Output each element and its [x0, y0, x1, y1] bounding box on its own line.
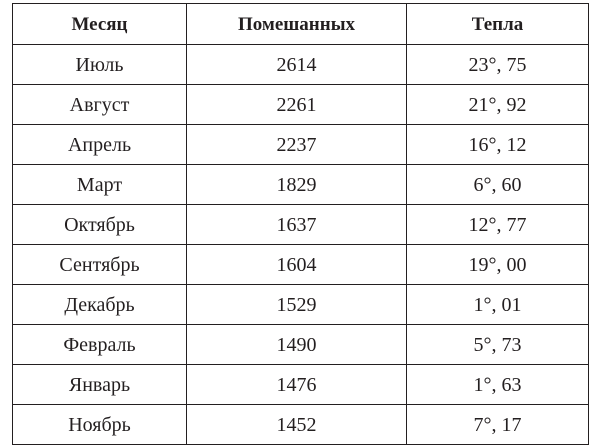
heat-cell: 5°, 73 [407, 325, 589, 365]
table-row [13, 245, 589, 285]
heat-cell: 21°, 92 [407, 85, 589, 125]
column-header-count: Помешанных [187, 4, 407, 45]
heat-cell: 16°, 12 [407, 125, 589, 165]
column-header-month: Месяц [13, 4, 187, 45]
table-row [13, 365, 589, 405]
heat-cell: 19°, 00 [407, 245, 589, 285]
table-row [13, 205, 589, 245]
count-cell: 1637 [187, 205, 407, 245]
count-cell: 1476 [187, 365, 407, 405]
count-cell: 2237 [187, 125, 407, 165]
heat-cell: 12°, 77 [407, 205, 589, 245]
month-cell: Март [13, 165, 187, 205]
table-row [13, 325, 589, 365]
heat-cell: 1°, 63 [407, 365, 589, 405]
count-cell: 1829 [187, 165, 407, 205]
month-cell: Октябрь [13, 205, 187, 245]
table-row [13, 45, 589, 85]
table-row [13, 125, 589, 165]
month-cell: Сентябрь [13, 245, 187, 285]
count-cell: 1529 [187, 285, 407, 325]
month-cell: Июль [13, 45, 187, 85]
count-cell: 2614 [187, 45, 407, 85]
month-cell: Апрель [13, 125, 187, 165]
table-row [13, 85, 589, 125]
month-cell: Январь [13, 365, 187, 405]
month-cell: Декабрь [13, 285, 187, 325]
heat-cell: 6°, 60 [407, 165, 589, 205]
month-cell: Февраль [13, 325, 187, 365]
table-header [13, 4, 589, 45]
count-cell: 1452 [187, 405, 407, 445]
column-header-heat: Тепла [407, 4, 589, 45]
month-cell: Август [13, 85, 187, 125]
heat-cell: 1°, 01 [407, 285, 589, 325]
count-cell: 2261 [187, 85, 407, 125]
count-cell: 1490 [187, 325, 407, 365]
heat-cell: 7°, 17 [407, 405, 589, 445]
data-table [12, 3, 589, 445]
table-body [13, 45, 589, 445]
count-cell: 1604 [187, 245, 407, 285]
month-cell: Ноябрь [13, 405, 187, 445]
header-row [13, 4, 589, 45]
table-row [13, 405, 589, 445]
heat-cell: 23°, 75 [407, 45, 589, 85]
table-row [13, 285, 589, 325]
table-row [13, 165, 589, 205]
